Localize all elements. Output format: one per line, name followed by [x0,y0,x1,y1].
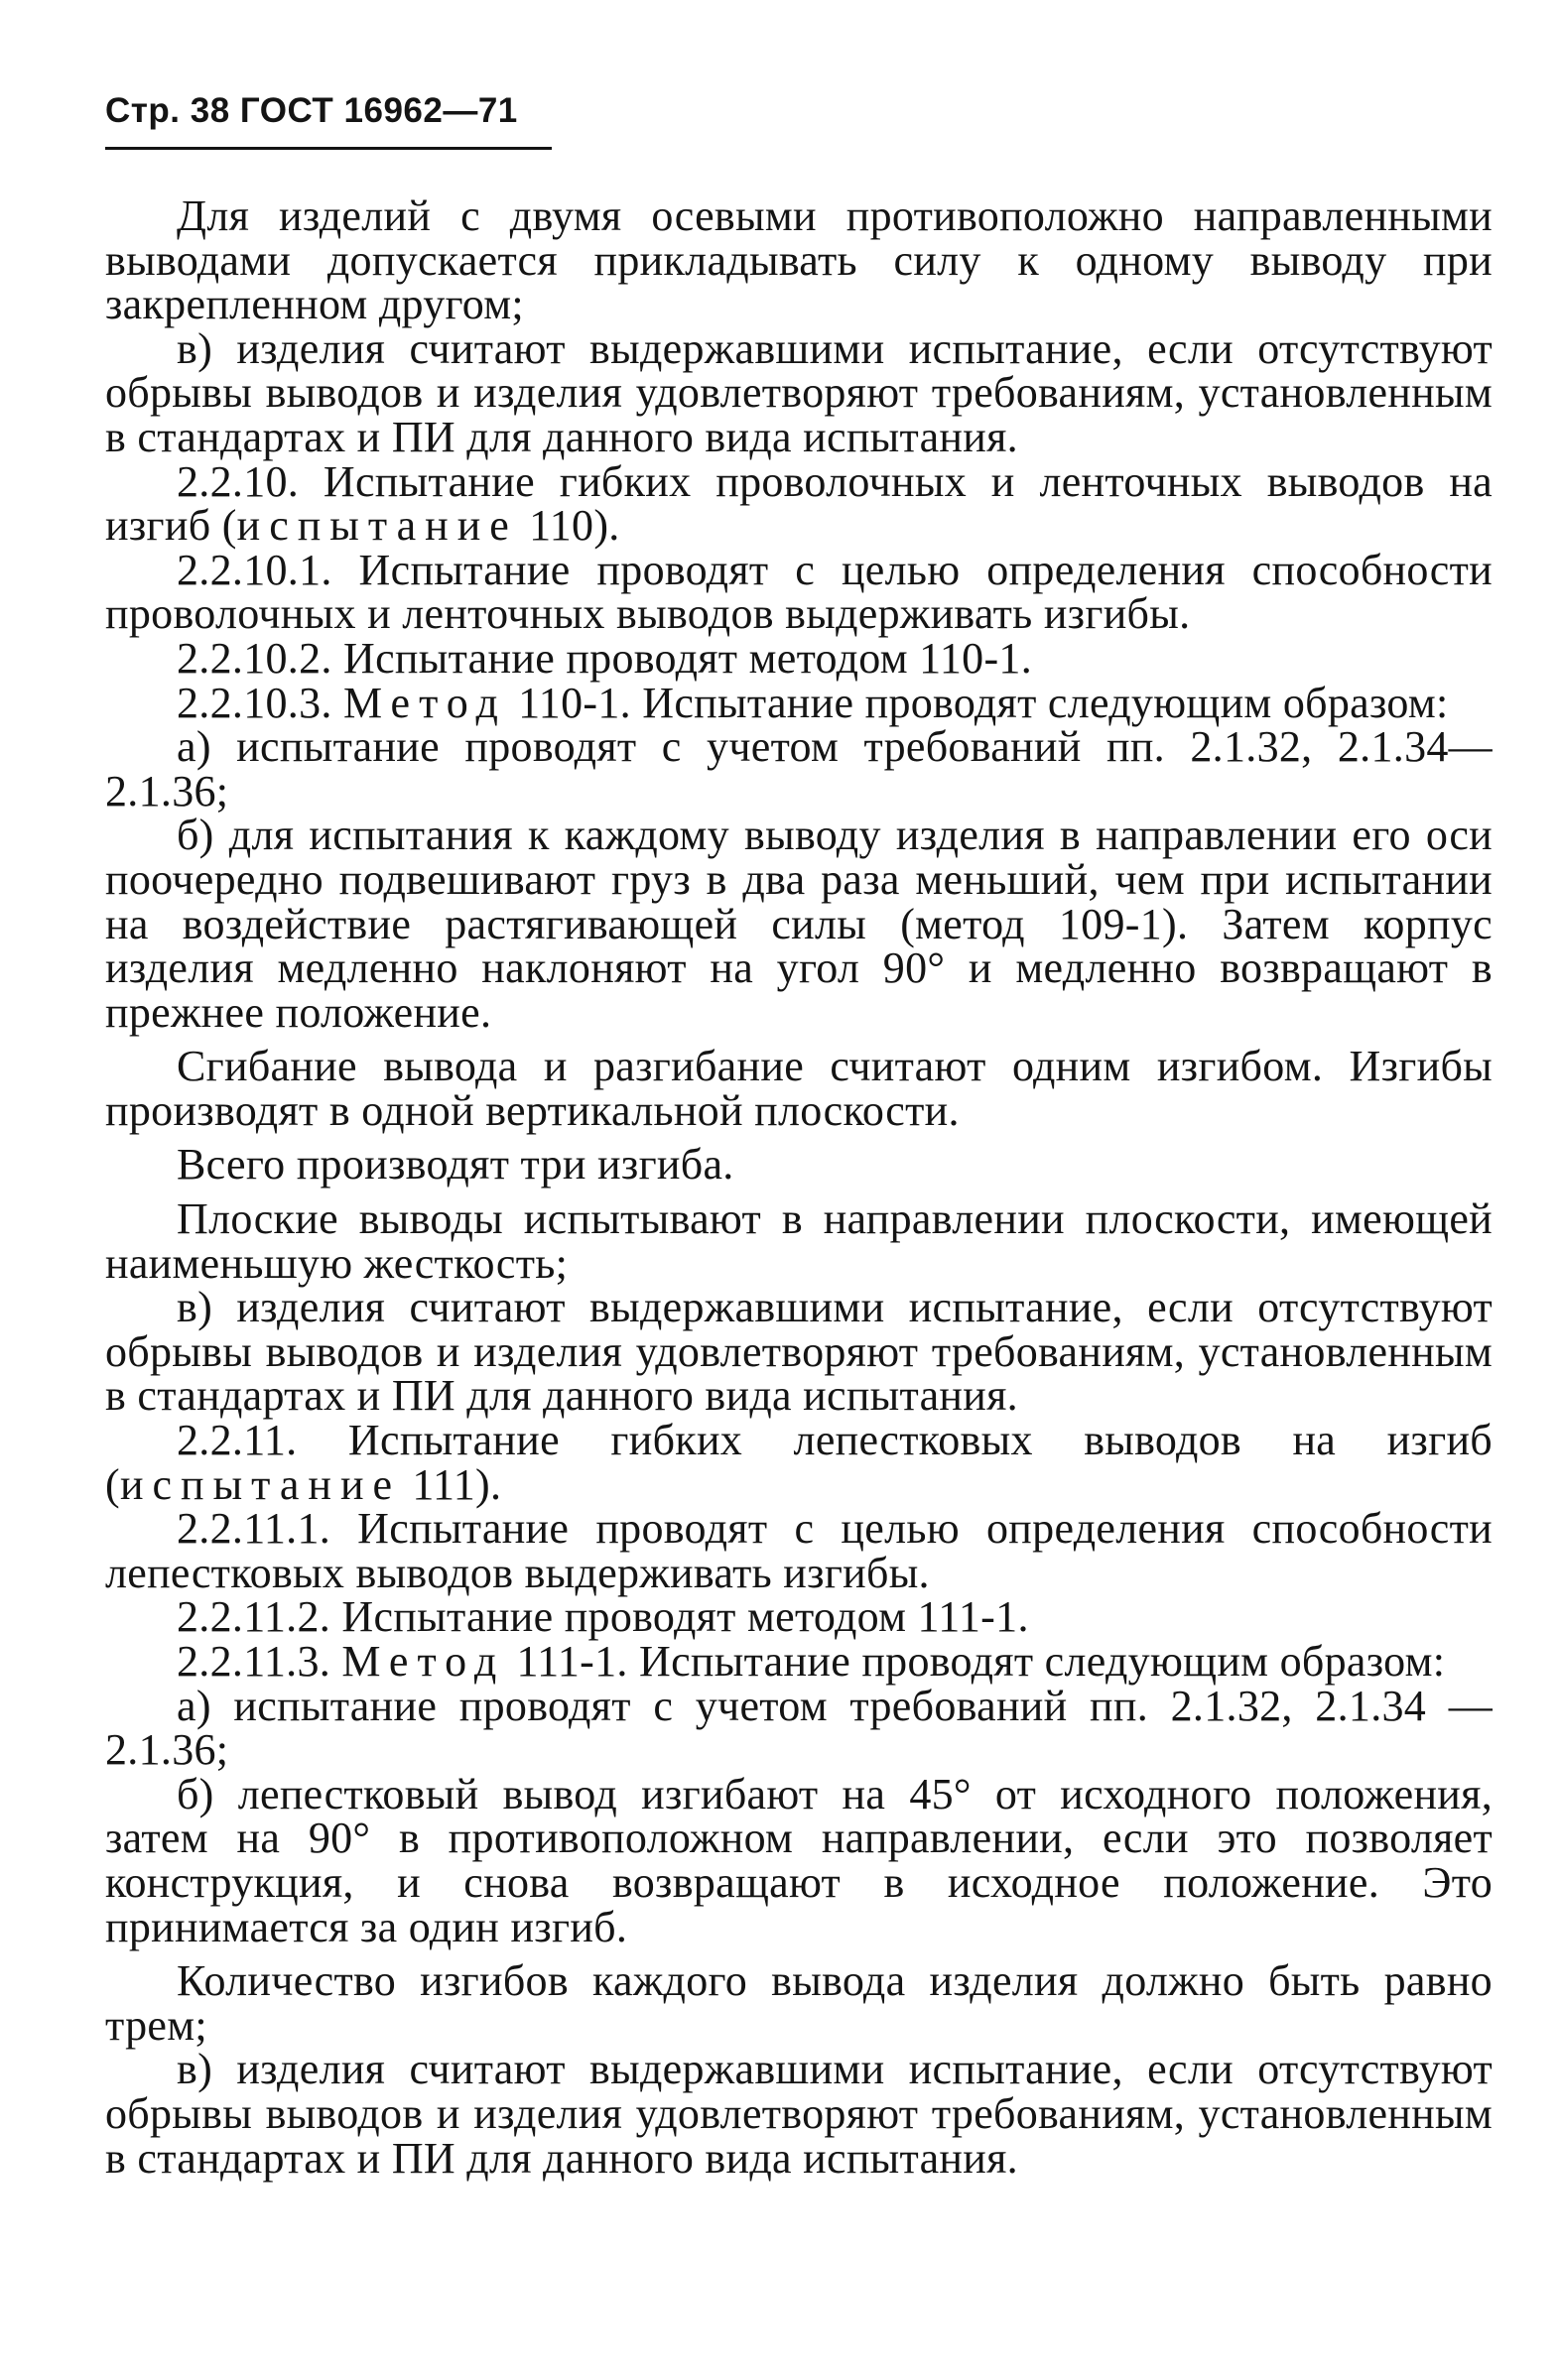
paragraph-three-bends: Всего производят три изгиба. [177,1140,734,1190]
paragraph-bend-definition: Сгибание вывода и разгибание считают одним изгибом. Изгибы производят в одной вертикальной плоскости. [105,1042,1493,1135]
page-number-and-standard: Стр. 38 ГОСТ 16962—71 [105,91,518,130]
section-heading-2-2-10: 2.2.10. Испытание гибких проволочных и ленточных выводов на изгиб (испытание 110). [105,456,1493,551]
paragraph-2-2-10-3: 2.2.10.3. Метод 110-1. Испытание проводят следующим образом: [177,678,1449,727]
paragraph-110-item-b: б) для испытания к каждому выводу изделия в направлении его оси поочередно подвешивают груз в два раза меньший, чем при испытании на воздействие растягивающей силы (метод 109-1). Затем корпус изделия медленно наклоняют на угол 90° и медленно возвращают в прежнее положение. [105,811,1493,1037]
paragraph-criteria-v-tensile: в) изделия считают выдержавшими испытание, если отсутствуют обрывы выводов и изделия удовлетворяют требованиям, установленным в стандартах и ПИ для данного вида испытания. [105,323,1493,461]
paragraph-2-2-10-1: 2.2.10.1. Испытание проводят с целью определения способности проволочных и ленточных выводов выдерживать изгибы. [105,545,1493,639]
section-heading-2-2-11: 2.2.11. Испытание гибких лепестковых выводов на изгиб (испытание 111). [105,1416,1493,1509]
paragraph-2-2-10-2: 2.2.10.2. Испытание проводят методом 110-1. [177,633,1033,683]
paragraph-2-2-11-3: 2.2.11.3. Метод 111-1. Испытание проводят следующим образом: [177,1637,1446,1686]
paragraph-axial-leads-note: Для изделий с двумя осевыми противоположно направленными выводами допускается прикладывать силу к одному выводу при закрепленном другом; [105,191,1493,329]
page-header [105,89,552,150]
paragraph-111-item-b: б) лепестковый вывод изгибают на 45° от исходного положения, затем на 90° в противоположном направлении, если это позволяет конструкция, и снова возвращают в исходное положение. Это принимается за один изгиб. [105,1769,1493,1951]
header-rule [105,147,552,150]
paragraph-2-2-11-1: 2.2.11.1. Испытание проводят с целью определения способности лепестковых выводов выдерживать изгибы. [105,1504,1493,1597]
paragraph-110-item-v: в) изделия считают выдержавшими испытание, если отсутствуют обрывы выводов и изделия удовлетворяют требованиям, установленным в стандартах и ПИ для данного вида испытания. [105,1283,1493,1421]
paragraph-2-2-11-2: 2.2.11.2. Испытание проводят методом 111-1. [177,1592,1029,1642]
paragraph-111-item-v: в) изделия считают выдержавшими испытание, если отсутствуют обрывы выводов и изделия удовлетворяют требованиям, установленным в стандартах и ПИ для данного вида испытания. [105,2045,1493,2183]
document-body [105,191,1493,2183]
paragraph-111-item-a: а) испытание проводят с учетом требований пп. 2.1.32, 2.1.34 — 2.1.36; [105,1681,1493,1775]
paragraph-bend-count: Количество изгибов каждого вывода изделия должно быть равно трем; [105,1956,1493,2050]
paragraph-flat-leads: Плоские выводы испытывают в направлении плоскости, имеющей наименьшую жесткость; [105,1194,1493,1288]
paragraph-110-item-a: а) испытание проводят с учетом требований пп. 2.1.32, 2.1.34—2.1.36; [105,722,1493,815]
